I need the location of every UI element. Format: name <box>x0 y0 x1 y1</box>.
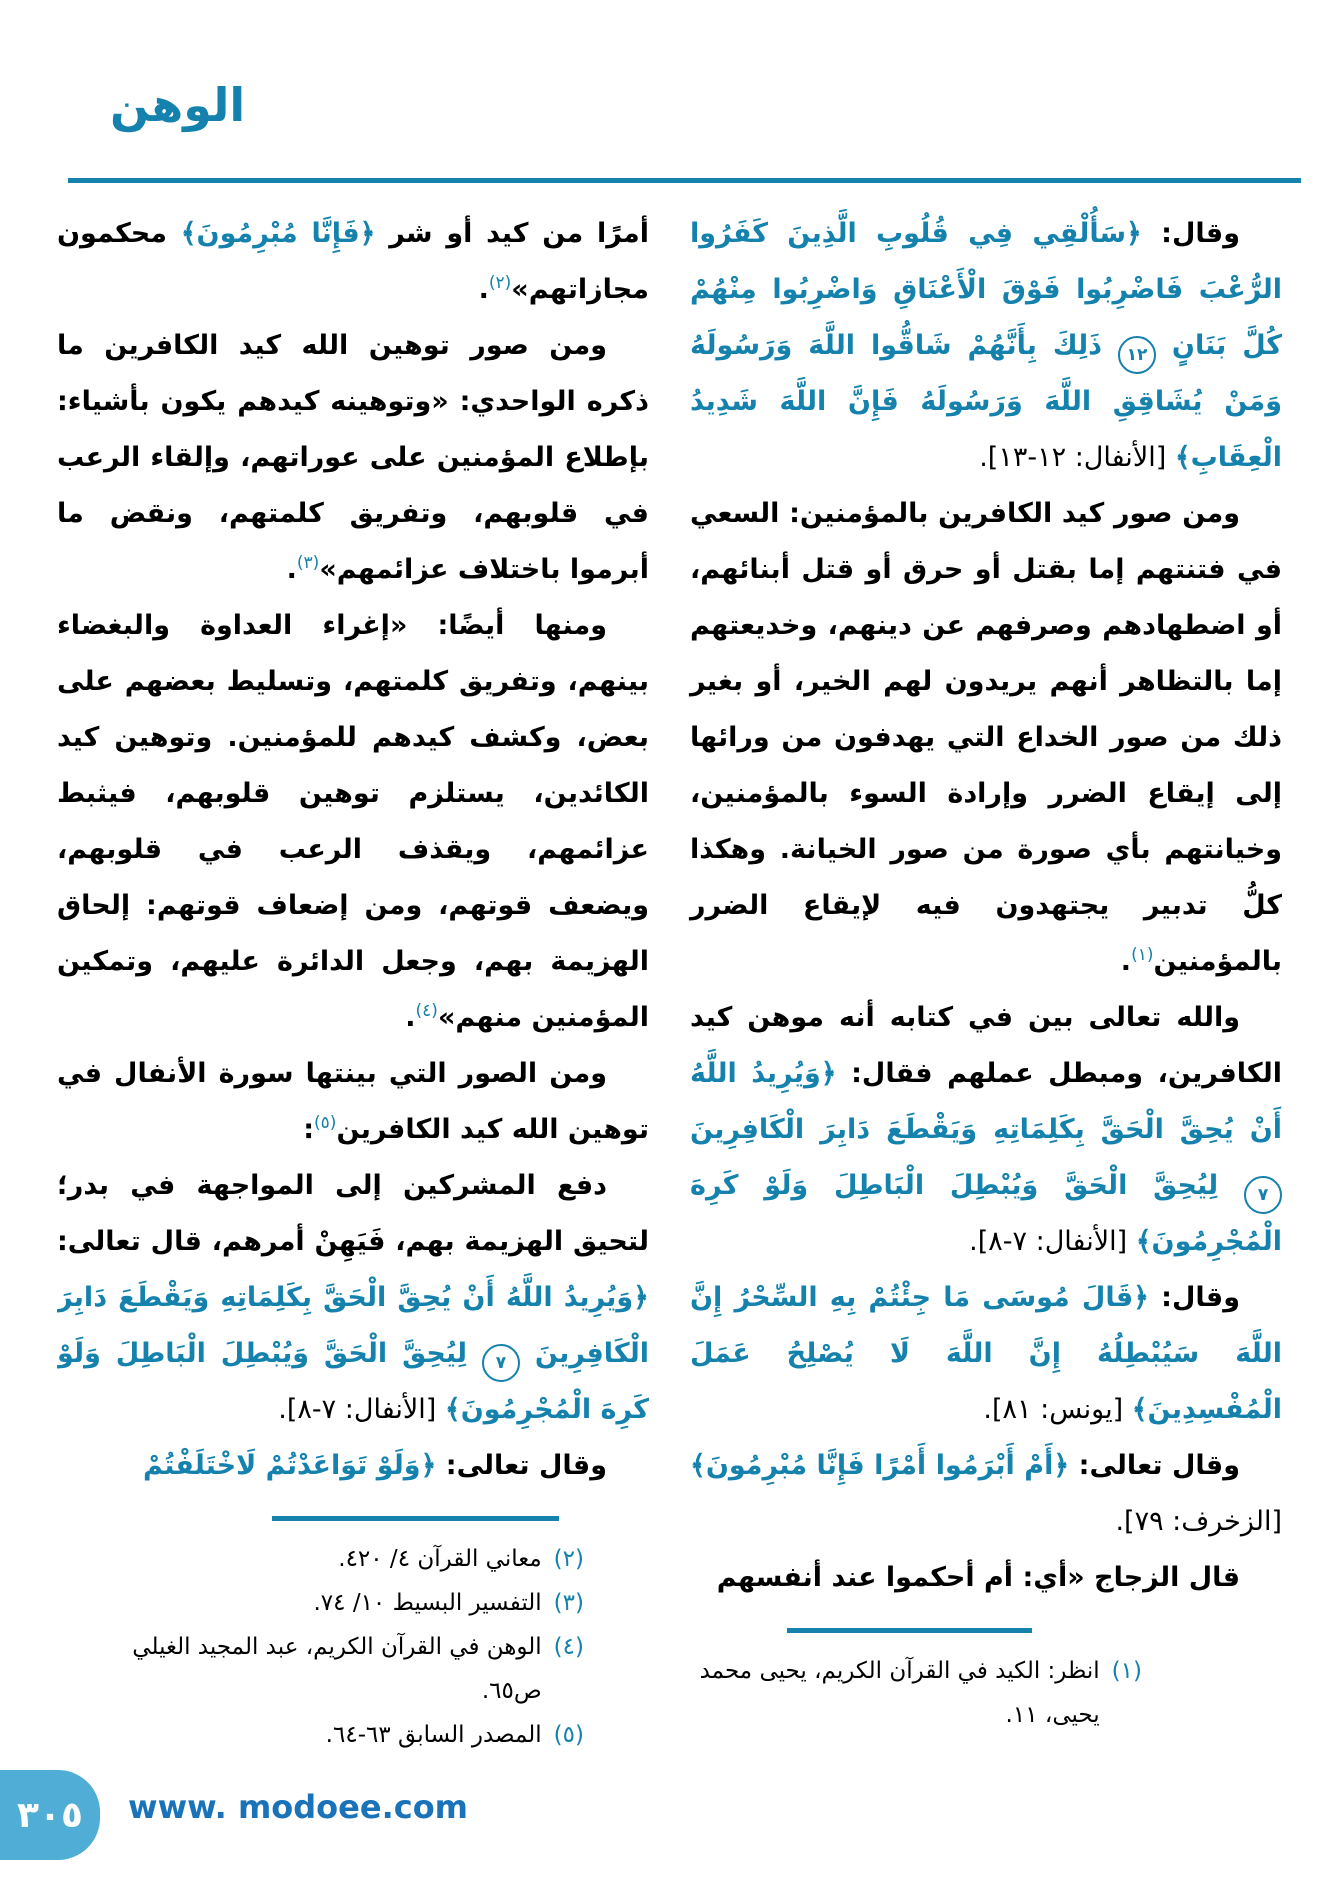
body-text: أمرًا من كيد أو شر <box>375 218 650 249</box>
body-text: محكمون مجازاتهم» <box>57 218 649 305</box>
paragraph <box>57 206 649 318</box>
footnote-marker: (٥) <box>314 1113 337 1133</box>
footnote-number: (٣) <box>553 1590 584 1616</box>
website-url: www. modoee.com <box>128 1788 469 1826</box>
footnote <box>84 1537 584 1581</box>
body-text: والله تعالى بين في كتابه أنه موهن كيد الكافرين، ومبطل عملهم فقال: <box>690 1002 1282 1089</box>
footnote-marker: (١) <box>1131 945 1154 965</box>
footnote-text: المصدر السابق ٦٣-٦٤. <box>325 1722 542 1748</box>
quran-verse: ﴿وَيُرِيدُ اللَّهُ أَنْ يُحِقَّ الْحَقَّ بِكَلِمَاتِهِ وَيَقْطَعَ دَابِرَ الْكَافِرِينَ <box>57 1282 650 1369</box>
footnote <box>84 1625 584 1713</box>
body-text: ومن صور توهين الله كيد الكافرين ما ذكره الواحدي: «وتوهينه كيدهم يكون بأشياء: بإطلاع المؤمنين على عوراتهم، وإلقاء الرعب في قلوبهم، وتفريق كلمتهم، ونقض ما أبرموا باختلاف عزائمهم» <box>57 330 649 585</box>
body-text: . <box>1120 946 1132 977</box>
body-text: : <box>303 1114 315 1145</box>
footnote-divider <box>272 1516 559 1521</box>
verse-reference: [الأنفال: ٧-٨]. <box>969 1226 1136 1257</box>
paragraph <box>690 1270 1282 1438</box>
footnote <box>84 1713 584 1757</box>
header-divider <box>68 178 1301 183</box>
page-number-badge: ٣٠٥ <box>0 1770 100 1860</box>
quran-verse: لِيُحِقَّ الْحَقَّ وَيُبْطِلَ الْبَاطِلَ وَلَوْ كَرِهَ الْمُجْرِمُونَ﴾ <box>57 1338 649 1425</box>
paragraph <box>690 990 1282 1270</box>
footnote <box>662 1649 1142 1737</box>
body-text: وقال: <box>1149 1282 1240 1313</box>
paragraph <box>690 206 1282 486</box>
footnote-text: انظر: الكيد في القرآن الكريم، يحيى محمد يحيى، ١١. <box>699 1658 1100 1728</box>
quran-verse: لِيُحِقَّ الْحَقَّ وَيُبْطِلَ الْبَاطِلَ وَلَوْ كَرِهَ الْمُجْرِمُونَ﴾ <box>690 1170 1282 1257</box>
paragraph <box>690 486 1282 990</box>
body-text: . <box>286 554 297 585</box>
body-text: دفع المشركين إلى المواجهة في بدر؛ لتحيق الهزيمة بهم، فَيَهِنْ أمرهم، قال تعالى: <box>57 1170 649 1257</box>
footnote-text: التفسير البسيط ١٠/ ٧٤. <box>313 1590 542 1616</box>
footnote-marker: (٤) <box>415 1001 438 1021</box>
verse-reference: [الأنفال: ٧-٨]. <box>278 1394 445 1425</box>
column-right-text <box>690 206 1282 1606</box>
paragraph <box>57 1438 649 1494</box>
quran-verse: ﴿سَأُلْقِي فِي قُلُوبِ الَّذِينَ كَفَرُوا الرُّعْبَ فَاضْرِبُوا فَوْقَ الْأَعْنَاقِ وَاضْرِبُوا مِنْهُمْ كُلَّ بَنَانٍ <box>690 218 1282 361</box>
quran-verse: ﴿وَيُرِيدُ اللَّهُ أَنْ يُحِقَّ الْحَقَّ بِكَلِمَاتِهِ وَيَقْطَعَ دَابِرَ الْكَافِرِينَ <box>690 1058 1282 1145</box>
body-text: وقال: <box>1141 218 1240 249</box>
body-text: . <box>405 1002 416 1033</box>
footnote-number: (٢) <box>553 1546 584 1572</box>
footnote-number: (٥) <box>553 1722 584 1748</box>
footnote-text: معاني القرآن ٤/ ٤٢٠. <box>338 1546 542 1572</box>
page-content <box>57 206 1282 1772</box>
footnote-marker: (٣) <box>296 553 320 573</box>
verse-reference: [يونس: ٨١]. <box>983 1394 1132 1425</box>
column-right-footnotes <box>662 1649 1142 1737</box>
verse-reference: [الأنفال: ١٢-١٣]. <box>979 442 1175 473</box>
body-text: . <box>478 274 489 305</box>
body-text: وقال تعالى: <box>436 1450 607 1481</box>
footnote-marker: (٢) <box>488 273 512 293</box>
column-left <box>57 206 649 1772</box>
footnote-number: (٤) <box>553 1634 584 1660</box>
footnote-number: (١) <box>1111 1658 1142 1684</box>
quran-verse: ﴿أَمْ أَبْرَمُوا أَمْرًا فَإِنَّا مُبْرِمُونَ﴾ <box>690 1450 1070 1481</box>
paragraph <box>690 1550 1282 1606</box>
paragraph <box>57 1046 649 1158</box>
body-text: ومنها أيضًا: «إغراء العداوة والبغضاء بينهم، وتفريق كلمتهم، وتسليط بعضهم على بعض، وكشف كيدهم للمؤمنين. وتوهين كيد الكائدين، يستلزم توهين قلوبهم، فيثبط عزائمهم، ويقذف الرعب في قلوبهم، ويضعف قوتهم، ومن إضعاف قوتهم: إلحاق الهزيمة بهم، وجعل الدائرة عليهم، وتمكين المؤمنين منهم» <box>57 610 649 1033</box>
paragraph <box>57 598 649 1046</box>
column-left-footnotes <box>84 1537 584 1757</box>
body-text: ومن صور كيد الكافرين بالمؤمنين: السعي في فتنتهم إما بقتل أو حرق أو قتل أبنائهم، أو اضطهادهم وصرفهم عن دينهم، وخديعتهم إما بالتظاهر أنهم يريدون لهم الخير، أو بغير ذلك من صور الخداع التي يهدفون من ورائها إلى إيقاع الضرر وإرادة السوء بالمؤمنين، وخيانتهم بأي صورة من صور الخيانة. وهكذا كلُّ تدبير يجتهدون فيه لإيقاع الضرر بالمؤمنين <box>690 498 1282 977</box>
footnote-text: الوهن في القرآن الكريم، عبد المجيد الغيلي ص٦٥. <box>132 1634 542 1704</box>
paragraph <box>690 1438 1282 1550</box>
ayah-number: ٧ <box>1244 1176 1282 1214</box>
body-text: وقال تعالى: <box>1069 1450 1240 1481</box>
quran-verse: ﴿وَلَوْ تَوَاعَدْتُمْ لَاخْتَلَفْتُمْ <box>143 1450 437 1481</box>
body-text: قال الزجاج «أي: أم أحكموا عند أنفسهم <box>716 1562 1240 1593</box>
quran-verse: ﴿فَإِنَّا مُبْرِمُونَ﴾ <box>180 218 376 249</box>
paragraph <box>57 1158 649 1438</box>
footnote-divider <box>787 1628 1032 1633</box>
page-title: الوهن <box>110 78 246 132</box>
column-right <box>690 206 1282 1772</box>
verse-reference: [الزخرف: ٧٩]. <box>1115 1506 1282 1537</box>
ayah-number: ٧ <box>482 1344 520 1382</box>
quran-verse: ﴿قَالَ مُوسَى مَا جِئْتُمْ بِهِ السِّحْرُ إِنَّ اللَّهَ سَيُبْطِلُهُ إِنَّ اللَّهَ لَا يُصْلِحُ عَمَلَ الْمُفْسِدِينَ﴾ <box>690 1282 1282 1425</box>
ayah-number: ١٢ <box>1118 336 1156 374</box>
paragraph <box>57 318 649 598</box>
body-text: ومن الصور التي بينتها سورة الأنفال في توهين الله كيد الكافرين <box>57 1058 649 1145</box>
column-left-text <box>57 206 649 1494</box>
quran-verse: ذَلِكَ بِأَنَّهُمْ شَاقُّوا اللَّهَ وَرَسُولَهُ وَمَنْ يُشَاقِقِ اللَّهَ وَرَسُولَهُ فَإِنَّ اللَّهَ شَدِيدُ الْعِقَابِ﴾ <box>690 330 1282 473</box>
footnote <box>84 1581 584 1625</box>
